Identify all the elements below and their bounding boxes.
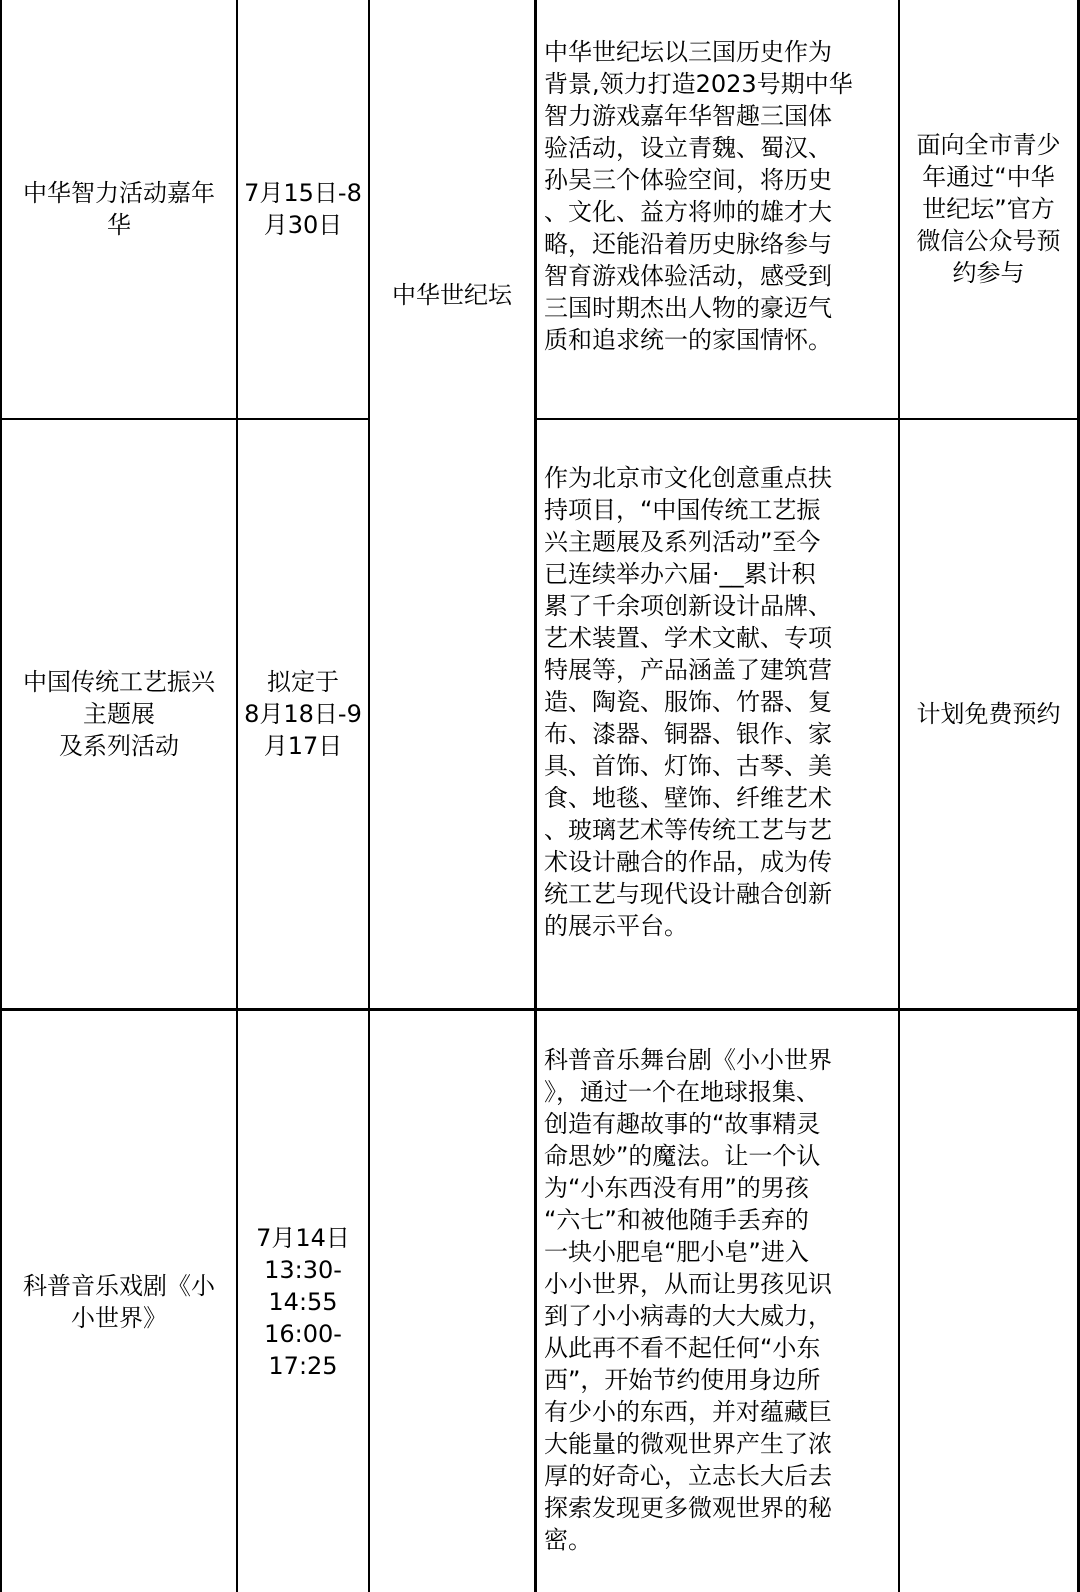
table-cell-reservation <box>900 1011 1077 1592</box>
table-cell-date: 7月15日-8 月30日 <box>244 179 362 239</box>
table-cell-venue: 中华世纪坛 <box>392 281 512 309</box>
table-cell-activity-name: 中华智力活动嘉年 华 <box>23 179 215 239</box>
table-cell-date: 7月14日 13:30- 14:55 16:00- 17:25 <box>256 1223 350 1380</box>
table-cell-description: 作为北京市文化创意重点扶 持项目，“中国传统工艺振 兴主题展及系列活动”至今 已连续举办六届·__累计积 累了千余项创新设计品牌、 艺术装置、学术文献、专项 特展等，产品涵盖了建筑营 造、陶瓷、服饰、竹器、复 布、漆器、铜器、银作、家 具、首饰、灯饰、古琴、美 食、地毯、壁饰、纤维艺术 、玻璃艺术等传统工艺与艺 术设计融合的作品，成为传 统工艺与现代设计融合创新 的展示平台。 <box>544 464 832 940</box>
table-cell-date: 拟定于 8月18日-9 月17日 <box>244 668 362 760</box>
table-cell-activity-name: 科普音乐戏剧《小 小世界》 <box>23 1271 215 1332</box>
table-cell-activity-name: 中国传统工艺振兴 主题展 及系列活动 <box>23 668 215 760</box>
table-cell-reservation: 计划免费预约 <box>916 700 1061 728</box>
table-cell-reservation: 面向全市青少 年通过“中华 世纪坛”官方 微信公众号预 约参与 <box>916 131 1061 287</box>
table-divider-3 <box>534 0 537 1592</box>
table-cell-description: 科普音乐舞台剧《小小世界 》，通过一个在地球报集、 创造有趣故事的“故事精灵 命思妙”的魔法。让一个认 为“小东西没有用”的男孩 “六七”和被他随手丢弃的 一块小肥皂“肥小皂”进入 小小世界，从而让男孩见识 到了小小病毒的大大威力， 从此再不看不起任何“小东 西”，开始节约使用身边所 有少小的东西，并对蕴藏巨 大能量的微观世界产生了浓 厚的好奇心，立志长大后去 探索发现更多微观世界的秘 密。 <box>544 1046 832 1554</box>
table-cell-description: 中华世纪坛以三国历史作为 背景,领力打造2023号期中华 智力游戏嘉年华智趣三国体 验活动，设立青魏、蜀汉、 孙吴三个体验空间，将历史 、文化、益方将帅的雄才大 略，还能沿着历史脉络参与 智育游戏体验活动，感受到 三国时期杰出人物的豪迈气 质和追求统一的家国情怀。 <box>544 38 853 354</box>
